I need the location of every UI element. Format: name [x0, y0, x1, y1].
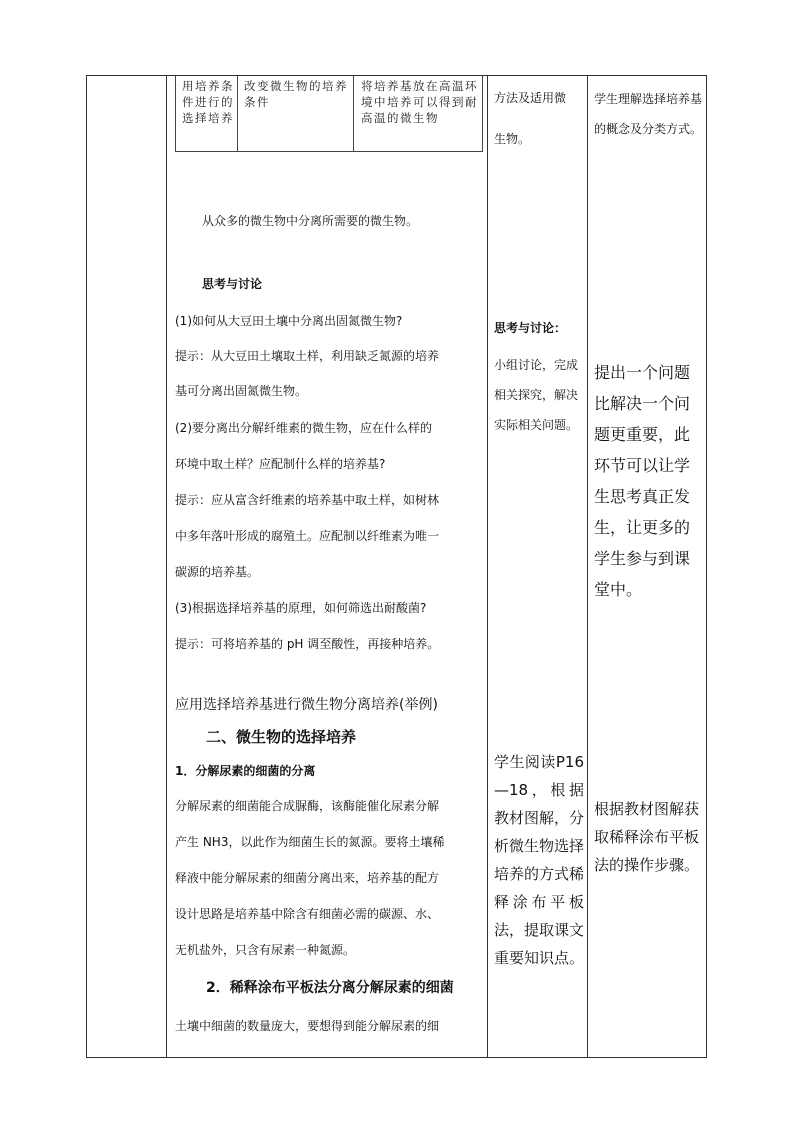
inner-table-bottom-border [175, 151, 483, 152]
paragraph-1-line-2: 产生 NH3，以此作为细菌生长的氮源。要将土壤稀 [175, 835, 445, 849]
table-top-border [86, 75, 707, 76]
inner-table-divider-2 [353, 75, 354, 152]
intent-bottom-text: 根据教材图解获取稀释涂布平板法的操作步骤。 [594, 800, 700, 874]
student-discussion-text: 小组讨论，完成相关探究，解决实际相关问题。 [494, 358, 579, 432]
inner-cell-method: 用培养条件进行的选择培养 [182, 79, 234, 125]
answer-1-line-2: 基可分离出固氮微生物。 [175, 384, 308, 398]
discussion-title: 思考与讨论 [202, 277, 263, 291]
inner-cell-condition: 改变微生物的培养条件 [244, 79, 348, 109]
student-top-line-2: 生物。 [494, 132, 531, 146]
paragraph-1-line-4: 设计思路是培养基中除含有细菌必需的碳源、水、 [175, 907, 440, 921]
question-2-line-2: 环境中取土样？应配制什么样的培养基? [175, 457, 386, 471]
question-1: (1)如何从大豆田土壤中分离出固氮微生物? [175, 314, 403, 328]
intent-top-text: 学生理解选择培养基的概念及分类方式。 [594, 92, 703, 136]
subsection-2-heading: 2．稀释涂布平板法分离分解尿素的细菌 [206, 980, 454, 996]
paragraph-1-line-5: 无机盐外，只含有尿素一种氮源。 [175, 943, 356, 957]
inner-cell-example: 将培养基放在高温环境中培养可以得到耐高温的微生物 [361, 79, 478, 125]
intent-middle-text: 提出一个问题比解决一个问题更重要，此环节可以让学生思考真正发生，让更多的学生参与到课堂中。 [594, 363, 691, 599]
answer-2-line-3: 碳源的培养基。 [175, 565, 260, 579]
inner-table-right-border [482, 75, 483, 152]
column-divider-3 [587, 75, 588, 1058]
inner-table-divider-1 [237, 75, 238, 152]
subsection-1-heading: 1．分解尿素的细菌的分离 [175, 764, 316, 778]
paragraph-1-line-1: 分解尿素的细菌能合成脲酶，该酶能催化尿素分解 [175, 799, 440, 813]
column-divider-1 [166, 75, 167, 1058]
student-discussion-label: 思考与讨论： [494, 321, 567, 335]
column-divider-2 [487, 75, 488, 1058]
table-right-border [706, 75, 707, 1058]
student-top-line-1: 方法及适用微 [494, 91, 567, 105]
inner-table-left-border [175, 75, 176, 152]
table-bottom-border [86, 1057, 707, 1058]
question-3: (3)根据选择培养基的原理，如何筛选出耐酸菌? [175, 601, 427, 615]
paragraph-1-line-3: 释液中能分解尿素的细菌分离出来，培养基的配方 [175, 871, 440, 885]
answer-1-line-1: 提示：从大豆田土壤取土样，利用缺乏氮源的培养 [175, 349, 440, 363]
intro-text: 从众多的微生物中分离所需要的微生物。 [202, 214, 419, 228]
answer-2-line-1: 提示：应从富含纤维素的培养基中取土样，如树林 [175, 493, 440, 507]
answer-2-line-2: 中多年落叶形成的腐殖土。应配制以纤维素为唯一 [175, 529, 440, 543]
student-reading-text: 学生阅读P16—18，根据教材图解，分析微生物选择培养的方式稀释涂布平板法，提取课文重要知识点。 [494, 753, 585, 967]
question-2-line-1: (2)要分离出分解纤维素的微生物，应在什么样的 [175, 421, 432, 435]
section-2-heading: 二、微生物的选择培养 [206, 728, 357, 746]
answer-3: 提示：可将培养基的 pH 调至酸性，再接种培养。 [175, 637, 440, 651]
paragraph-2-line-1: 土壤中细菌的数量庞大，要想得到能分解尿素的细 [175, 1019, 440, 1033]
table-left-border [86, 75, 87, 1058]
example-heading: 应用选择培养基进行微生物分离培养(举例) [175, 697, 438, 713]
